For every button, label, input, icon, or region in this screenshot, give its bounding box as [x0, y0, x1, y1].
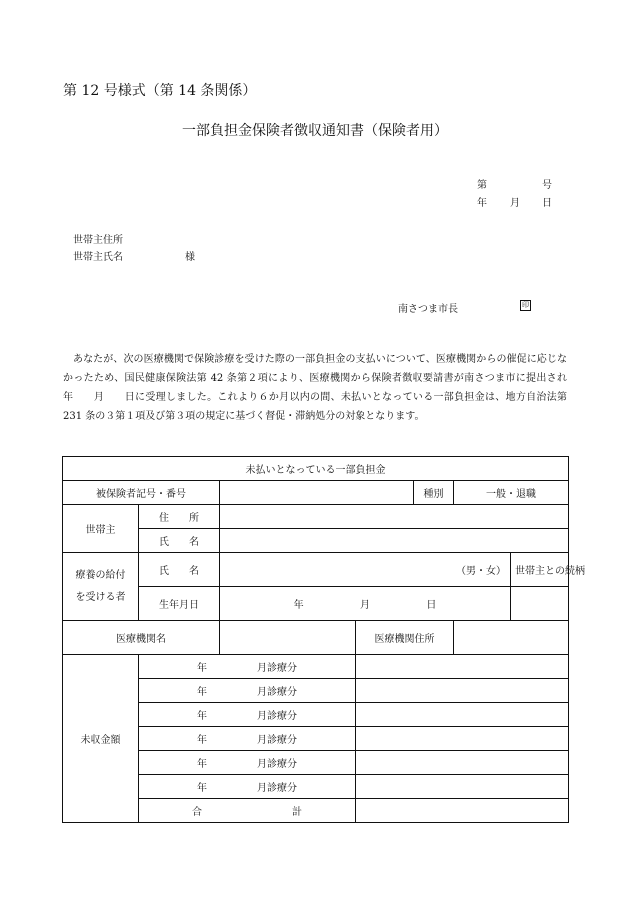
householder-label: 世帯主 [63, 505, 139, 553]
month-row-3-amount[interactable] [356, 703, 569, 727]
householder-address-label: 世帯主住所 [73, 235, 123, 246]
unpaid-amount-label: 未収金額 [63, 655, 139, 823]
month-row-2-amount[interactable] [356, 679, 569, 703]
month-row-label: 月診療分 [257, 687, 297, 698]
month-row-nen: 年 [197, 783, 207, 794]
recipient-label [63, 553, 139, 621]
total-amount[interactable] [356, 799, 569, 823]
relation-value[interactable] [511, 587, 569, 621]
month-row-6 [139, 775, 356, 799]
notice-body: あなたが、次の医療機関で保険診療を受けた際の一部負担金の支払いについて、医療機関からの催促に応じなかったため、国民健康保険法第 42 条第２項により、医療機関から保険者徴収要請書が南さつま市に提出され 年 月 日に受理しました。これより６か月以内の間、未払いとなっている一部負担金は、地方自治法第 231 条の３第１項及び第３項の規定に基づく督促・滞納処分の対象となります。 [63, 354, 587, 422]
month-row-3 [139, 703, 356, 727]
doc-number-dai: 第 [477, 180, 487, 191]
unpaid-table [62, 456, 585, 823]
form-number: 第 12 号様式（第 14 条関係） [63, 83, 257, 99]
month-row-5 [139, 751, 356, 775]
issuer-seal [520, 300, 531, 311]
recipient-label-line2: を受ける者 [75, 591, 126, 603]
table-heading: 未払いとなっている一部負担金 [63, 457, 569, 481]
total-right: 計 [292, 807, 302, 818]
birth-nen: 年 [293, 600, 304, 611]
householder-address-value[interactable] [220, 505, 569, 529]
month-row-nen: 年 [197, 759, 207, 770]
total-row [139, 799, 356, 823]
total-left: 合 [192, 807, 202, 818]
hospital-name-label: 医療機関名 [63, 621, 220, 655]
issuer-name: 南さつま市長 [398, 304, 458, 315]
recipient-sex-field[interactable] [220, 553, 511, 587]
relation-label: 世帯主との続柄 [511, 553, 569, 587]
birth-date-value[interactable] [220, 587, 511, 621]
honorific-sama: 様 [185, 252, 195, 263]
recipient-label-line1: 療養の給付 [75, 569, 126, 581]
month-row-2 [139, 679, 356, 703]
month-row-1 [139, 655, 356, 679]
month-row-label: 月診療分 [257, 735, 297, 746]
month-row-nen: 年 [197, 735, 207, 746]
householder-address-field-label: 住 所 [139, 505, 220, 529]
householder-name-label: 世帯主氏名 [73, 252, 123, 263]
recipient-name-field-label: 氏 名 [139, 553, 220, 587]
birth-hi: 日 [426, 600, 437, 611]
month-row-label: 月診療分 [257, 711, 297, 722]
month-row-label: 月診療分 [257, 783, 297, 794]
sex-label: （男・女） [456, 566, 506, 577]
type-value: 一般・退職 [454, 481, 569, 505]
insured-number-value[interactable] [220, 481, 414, 505]
month-row-nen: 年 [197, 711, 207, 722]
birth-tsuki: 月 [360, 600, 370, 611]
hospital-name-value[interactable] [220, 621, 356, 655]
month-row-4 [139, 727, 356, 751]
month-row-6-amount[interactable] [356, 775, 569, 799]
hospital-address-label: 医療機関住所 [356, 621, 454, 655]
date-tsuki: 月 [510, 198, 520, 209]
month-row-nen: 年 [197, 663, 207, 674]
date-nen: 年 [477, 198, 487, 209]
type-label: 種別 [414, 481, 454, 505]
seal-icon: 印 [522, 301, 529, 309]
month-row-4-amount[interactable] [356, 727, 569, 751]
householder-name-field-label: 氏 名 [139, 529, 220, 553]
month-row-5-amount[interactable] [356, 751, 569, 775]
document-title: 一部負担金保険者徴収通知書（保険者用） [182, 123, 448, 139]
birth-date-label: 生年月日 [139, 587, 220, 621]
month-row-label: 月診療分 [257, 759, 297, 770]
hospital-address-value[interactable] [454, 621, 569, 655]
month-row-label: 月診療分 [257, 663, 297, 674]
month-row-nen: 年 [197, 687, 207, 698]
householder-name-value[interactable] [220, 529, 569, 553]
month-row-1-amount[interactable] [356, 655, 569, 679]
doc-number-go: 号 [542, 180, 552, 191]
insured-number-label: 被保険者記号・番号 [63, 481, 220, 505]
date-hi: 日 [542, 198, 552, 209]
